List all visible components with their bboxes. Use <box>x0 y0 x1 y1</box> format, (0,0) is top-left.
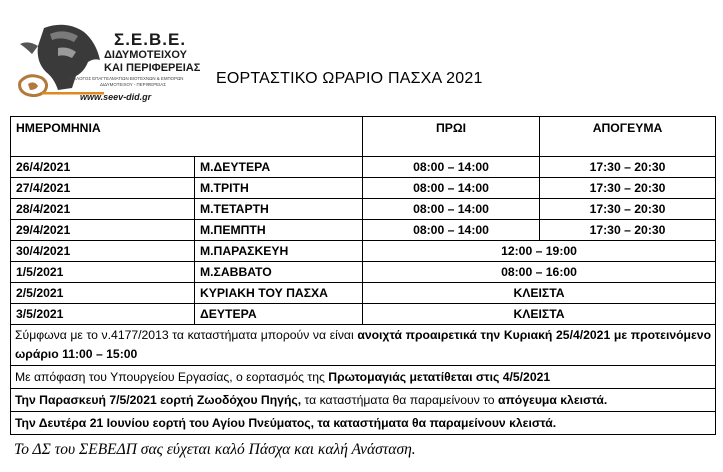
table-row <box>11 283 716 304</box>
row-date: 28/4/2021 <box>11 199 195 220</box>
table-row <box>11 304 716 325</box>
note-bold-text: Την Δευτέρα 21 Ιουνίου εορτή του Αγίου Πνεύματος, τα καταστήματα θα παραμείνουν κλειστά. <box>15 415 557 430</box>
table-row <box>11 241 716 262</box>
note-row <box>11 366 716 389</box>
note-bold-text: Πρωτομαγιάς μετατίθεται στις 4/5/2021 <box>328 369 551 384</box>
table-header-row <box>11 117 716 157</box>
logo-name: Σ.Ε.Β.Ε. <box>114 30 187 49</box>
note-text: τα καταστήματα θα παραμείνουν το <box>301 392 498 407</box>
row-date: 26/4/2021 <box>11 157 195 178</box>
logo-line-2: ΚΑΙ ΠΕΡΙΦΕΡΕΙΑΣ <box>104 62 201 74</box>
row-day: Μ.ΔΕΥΤΕΡΑ <box>195 157 363 178</box>
note-row <box>11 412 716 435</box>
note-row <box>11 325 716 366</box>
table-row <box>11 262 716 283</box>
row-morning: 08:00 – 14:00 <box>363 199 540 220</box>
header-morning: ΠΡΩΙ <box>363 117 540 157</box>
note-zoodochou-pigis <box>11 389 716 412</box>
table-row <box>11 157 716 178</box>
logo-website: www.seev-did.gr <box>80 92 152 102</box>
row-day: Μ.ΠΕΜΠΤΗ <box>195 220 363 241</box>
row-date: 3/5/2021 <box>11 304 195 325</box>
header-afternoon: ΑΠΟΓΕΥΜΑ <box>540 117 716 157</box>
row-date: 2/5/2021 <box>11 283 195 304</box>
row-hours: 12:00 – 19:00 <box>363 241 716 262</box>
row-day: ΚΥΡΙΑΚΗ ΤΟΥ ΠΑΣΧΑ <box>195 283 363 304</box>
note-bold-text: απόγευμα κλειστά. <box>497 392 608 407</box>
closing-message: Το ΔΣ του ΣΕΒΕΔΠ σας εύχεται καλό Πάσχα και καλή Ανάσταση. <box>14 441 416 458</box>
table-row <box>11 178 716 199</box>
logo-subtitle-1: ΣΥΛΛΟΓΟΣ ΕΠΑΓΓΕΛΜΑΤΙΩΝ ΒΙΟΤΕΧΝΩΝ & ΕΜΠΟΡΩΝ <box>68 76 184 81</box>
row-date: 29/4/2021 <box>11 220 195 241</box>
row-day: Μ.ΠΑΡΑΣΚΕΥΗ <box>195 241 363 262</box>
row-afternoon: 17:30 – 20:30 <box>540 220 716 241</box>
logo-subtitle-2: ΔΙΔΥΜΟΤΕΙΧΟΥ - ΠΕΡΙΦΕΡΕΙΑΣ <box>100 82 166 87</box>
row-hours: 08:00 – 16:00 <box>363 262 716 283</box>
row-morning: 08:00 – 14:00 <box>363 157 540 178</box>
note-sunday-opening <box>11 325 716 366</box>
logo <box>14 18 204 110</box>
row-day: Μ.ΤΡΙΤΗ <box>195 178 363 199</box>
row-afternoon: 17:30 – 20:30 <box>540 178 716 199</box>
table-row <box>11 220 716 241</box>
note-text: Με απόφαση του Υπουργείου Εργασίας, ο εορτασμός της <box>15 369 329 384</box>
note-text: Σύμφωνα με το ν.4177/2013 τα καταστήματα μπορούν να είναι <box>15 328 358 342</box>
page-title: ΕΟΡΤΑΣΤΙΚΟ ΩΡΑΡΙΟ ΠΑΣΧΑ 2021 <box>216 70 483 87</box>
header-date: ΗΜΕΡΟΜΗΝΙΑ <box>11 117 363 157</box>
row-day: ΔΕΥΤΕΡΑ <box>195 304 363 325</box>
schedule-table <box>10 116 716 435</box>
row-afternoon: 17:30 – 20:30 <box>540 157 716 178</box>
row-morning: 08:00 – 14:00 <box>363 220 540 241</box>
row-date: 27/4/2021 <box>11 178 195 199</box>
row-day: Μ.ΣΑΒΒΑΤΟ <box>195 262 363 283</box>
logo-line-1: ΔΙΔΥΜΟΤΕΙΧΟΥ <box>104 49 187 61</box>
row-day: Μ.ΤΕΤΑΡΤΗ <box>195 199 363 220</box>
note-agiou-pnevmatos <box>11 412 716 435</box>
note-row <box>11 389 716 412</box>
row-hours: ΚΛΕΙΣΤΑ <box>363 304 716 325</box>
row-morning: 08:00 – 14:00 <box>363 178 540 199</box>
row-afternoon: 17:30 – 20:30 <box>540 199 716 220</box>
note-bold-text: ανοιχτά προαιρετικά την Κυριακή 25/4/2021 με προτεινόμενο ωράριο 11:00 – 15:00 <box>15 328 712 361</box>
row-hours: ΚΛΕΙΣΤΑ <box>363 283 716 304</box>
note-may-day <box>11 366 716 389</box>
row-date: 30/4/2021 <box>11 241 195 262</box>
note-bold-text: Την Παρασκευή 7/5/2021 εορτή Ζωοδόχου Πηγής, <box>15 392 302 407</box>
table-row <box>11 199 716 220</box>
row-date: 1/5/2021 <box>11 262 195 283</box>
